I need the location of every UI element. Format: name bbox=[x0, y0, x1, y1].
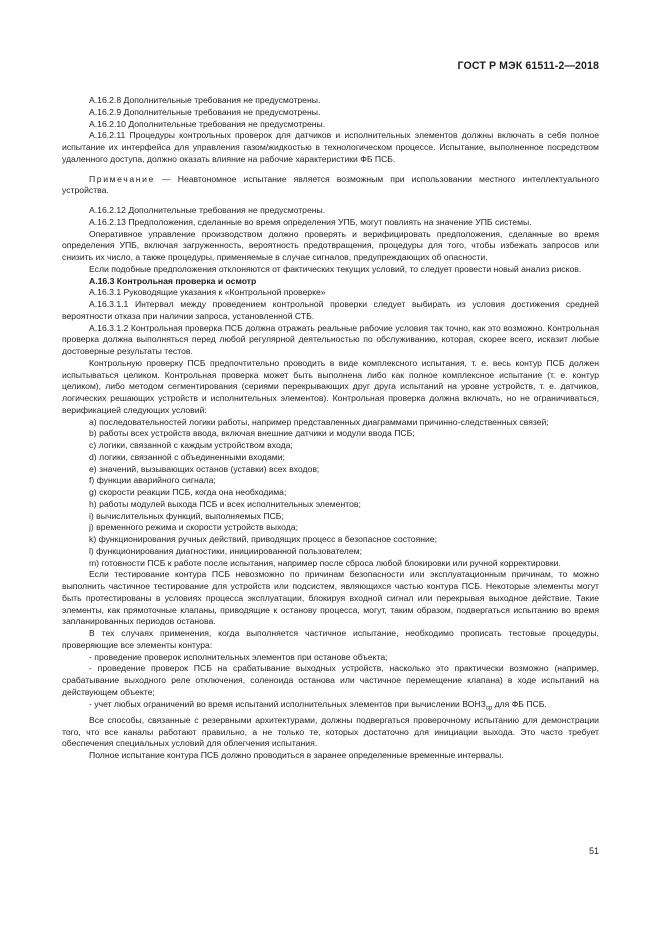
paragraph: А.16.2.10 Дополнительные требования не предусмотрены. bbox=[89, 118, 326, 129]
page-content bbox=[62, 95, 599, 762]
list-item: c) логики, связанной с каждым устройством входа; bbox=[89, 440, 293, 450]
page-number: 51 bbox=[588, 846, 599, 856]
paragraph: Если тестирование контура ПСБ невозможно по причинам безопасности или эксплуатационным причинам, то можно выполнить частичное тестирование для устройств или подсистем, являющихся частью контура ПСБ. Некоторые элементы могут быть протестированы в условиях процесса эксплуатации, блокируя входной сигнал или перекрывая выходное действие. Такие элементы, как прямоточные клапаны, приводящие к останову процесса, могут, таким образом, подвергаться испытанию во время запланированных периодов останова. bbox=[62, 569, 599, 627]
paragraph: А.16.2.12 Дополнительные требования не предусмотрены. bbox=[89, 205, 326, 215]
list-item: h) работы модулей выхода ПСБ и всех исполнительных элементов; bbox=[89, 498, 361, 509]
list-item: а) последовательностей логики работы, например представленных диаграммами причинно-следственных связей; bbox=[89, 416, 549, 427]
paragraph: А.16.2.9 Дополнительные требования не предусмотрены. bbox=[89, 106, 321, 117]
dash-item bbox=[62, 699, 599, 715]
dash-item: - проведение проверок исполнительных элементов при останове объекта; bbox=[89, 651, 388, 662]
paragraph: А.16.3.1.1 Интервал между проведением контрольной проверки следует выбирать из условия достижения средней вероятности отказа при наличии запроса, установленной СТБ. bbox=[62, 299, 599, 321]
paragraph: Контрольную проверку ПСБ предпочтительно проводить в виде комплексного испытания, т. е. весь контур ПСБ должен испытываться целиком. Контрольная проверка может быть выполнена либо как полное комплексное испытание (т. е. контур целиком), либо методом сегментирования (сериями перекрывающих друг друга испытаний на уровне устройств, т. е. датчиков, логических решающих устройств и исполнительных элементов). Контрольная проверка должна включать, но не ограничиваться, верификацией следующих условий: bbox=[62, 357, 599, 415]
list-item: k) функционирования ручных действий, приводящих процесс в безопасное состояние; bbox=[89, 534, 438, 544]
list-item: l) функционирования диагностики, инициированной пользователем; bbox=[89, 545, 362, 556]
paragraph: А.16.3.1 Руководящие указания к «Контрольной проверке» bbox=[89, 287, 326, 298]
list-item: g) скорости реакции ПСБ, когда она необходима; bbox=[89, 487, 287, 497]
paragraph: А.16.3.1.2 Контрольная проверка ПСБ должна отражать реальные рабочие условия так точно, как это возможно. Контрольная проверка должна выполняться перед любой регулярной деятельностью по обслуживанию, которая, скорее всего, исказит любые достоверные результаты тестов. bbox=[62, 322, 599, 356]
paragraph: Оперативное управление производством должно проверять и верифицировать предположения, сделанные во время определения УПБ, включая загруженность, вероятность предотвращения, процедуры для того, чтобы избежать запросов или снизить их число, а также процедуры, применяемые в случае сигналов, предупреждающих об опасности. bbox=[62, 228, 599, 262]
list-item: i) вычислительных функций, выполняемых ПСБ; bbox=[89, 510, 284, 521]
paragraph: А.16.2.11 Процедуры контрольных проверок для датчиков и исполнительных элементов должны включать в себя полное испытание их интерфейса для управления газом/жидкостью в технологическом процессе. Испытание, выполненное посредством удаленного доступа, должно оказать влияние на рабочие характеристики ФБ ПСБ. bbox=[62, 130, 599, 164]
list-item: f) функции аварийного сигнала; bbox=[89, 475, 216, 486]
paragraph: Полное испытание контура ПСБ должно проводиться в заранее определенные временные интервалы. bbox=[89, 750, 504, 761]
dash-item-text-end: для ФБ ПСБ. bbox=[492, 698, 547, 709]
list-item: e) значений, вызывающих останов (уставки) всех входов; bbox=[89, 463, 320, 474]
paragraph: Если подобные предположения отклоняются от фактических текущих условий, то следует провести новый анализ рисков. bbox=[89, 263, 582, 274]
list-item: m) готовности ПСБ к работе после испытания, например после сброса любой блокировки или ручной корректировки. bbox=[89, 557, 561, 568]
paragraph: А.16.2.8 Дополнительные требования не предусмотрены. bbox=[89, 95, 321, 105]
list-item: d) логики, связанной с объединенными входами; bbox=[89, 451, 285, 462]
dash-item-subscript: ср bbox=[485, 705, 493, 712]
list-item: b) работы всех устройств ввода, включая внешние датчики и модули ввода ПСБ; bbox=[89, 428, 415, 439]
section-heading: А.16.3 Контрольная проверка и осмотр bbox=[89, 275, 257, 286]
dash-item-text: - учет любых ограничений во время испытаний исполнительных элементов при вычислении ВОНЗ bbox=[89, 698, 486, 709]
dash-item: - проведение проверок ПСБ на срабатывание выходных устройств, насколько это практически возможно (например, срабатывание выходного реле отключения, соленоида останова или частичное перемещение клапана) в ходе испытаний на действующем объекте; bbox=[62, 663, 599, 697]
paragraph: Все способы, связанные с резервными архитектурами, должны подвергаться проверочному испытанию для демонстрации того, что все каналы работают правильно, а не только те, которых достаточно для инициации выхода. Это часто требует обеспечения специальных условий для облегчения испытания. bbox=[62, 714, 599, 749]
note-paragraph bbox=[62, 174, 599, 198]
paragraph: В тех случаях применения, когда выполняется частичное испытание, необходимо прописать тестовые процедуры, проверяющие все элементы контура: bbox=[62, 628, 599, 650]
standard-header: ГОСТ Р МЭК 61511-2—2018 bbox=[457, 60, 599, 72]
paragraph: А.16.2.13 Предположения, сделанные во время определения УПБ, могут повлиять на значение УПБ системы. bbox=[89, 216, 532, 227]
note-label: Примечание bbox=[89, 173, 155, 184]
list-item: j) временного режима и скорости устройств выхода; bbox=[89, 522, 298, 533]
note-text: — Неавтономное испытание является возможным при использовании местного интеллектуального устройства. bbox=[62, 173, 599, 196]
